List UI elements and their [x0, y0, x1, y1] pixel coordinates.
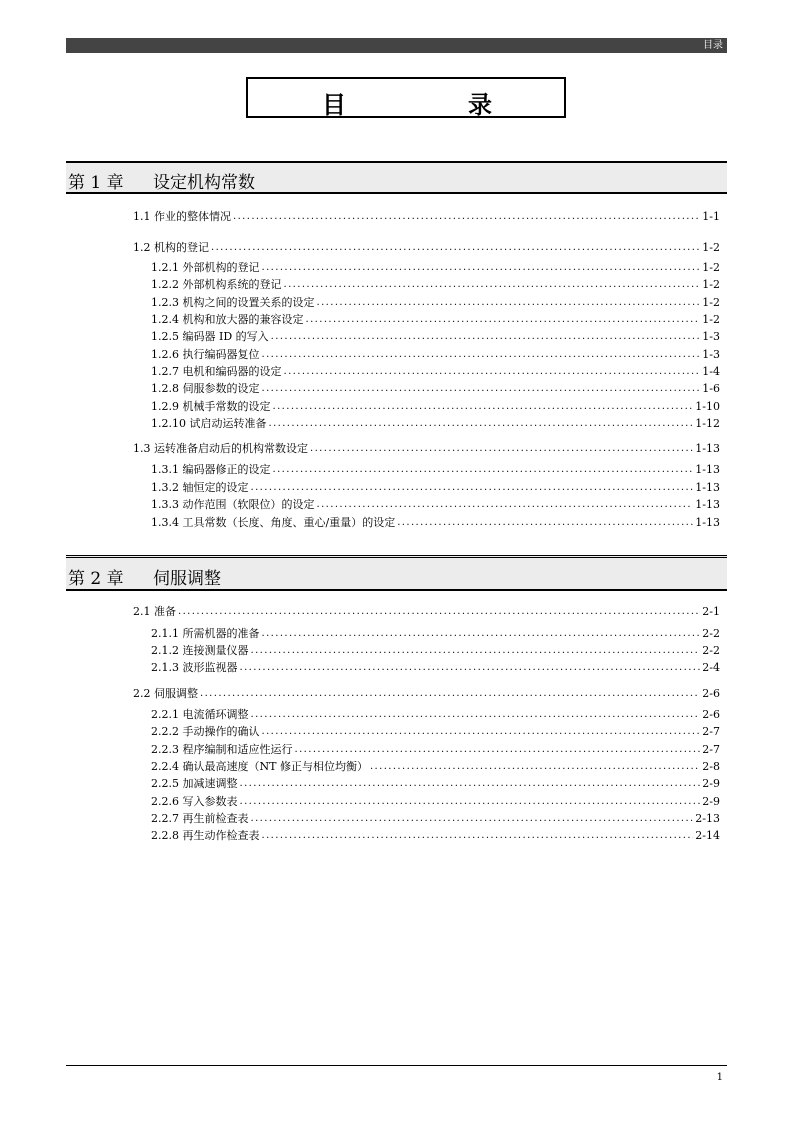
footer-rule	[66, 1065, 727, 1066]
toc-subentry[interactable]	[151, 278, 720, 292]
toc-entry-page: 2-6	[702, 687, 720, 700]
toc-entry-page: 2-2	[702, 644, 720, 657]
toc-subentry[interactable]	[151, 743, 720, 757]
leader-dots	[317, 498, 694, 512]
toc-entry[interactable]	[133, 241, 720, 255]
toc-subentry[interactable]	[151, 829, 720, 843]
leader-dots	[262, 829, 694, 843]
toc-title-part1: 目	[322, 91, 346, 119]
toc-entry-page: 1-4	[702, 365, 720, 378]
toc-entry[interactable]	[133, 210, 720, 224]
toc-entry-page: 1-13	[695, 442, 720, 455]
toc-subentry[interactable]	[151, 296, 720, 310]
toc-subentry[interactable]	[151, 644, 720, 658]
toc-entry-page: 2-7	[702, 725, 720, 738]
toc-subentry[interactable]	[151, 382, 720, 396]
leader-dots	[268, 417, 693, 431]
toc-entry[interactable]	[133, 605, 720, 619]
toc-entry[interactable]	[133, 442, 720, 456]
toc-subentry[interactable]	[151, 760, 720, 774]
toc-subentry[interactable]	[151, 812, 720, 826]
toc-entry-page: 2-9	[702, 795, 720, 808]
toc-entry-label: 1.3.4 工具常数（长度、角度、重心/重量）的设定	[151, 516, 396, 529]
leader-dots	[370, 760, 700, 774]
toc-entry-label: 1.2.4 机构和放大器的兼容设定	[151, 313, 304, 326]
toc-subentry[interactable]	[151, 330, 720, 344]
toc-subentry[interactable]	[151, 661, 720, 675]
toc-entry-label: 1.2.9 机械手常数的设定	[151, 400, 271, 413]
leader-dots	[251, 481, 694, 495]
toc-entry-label: 1.2.3 机构之间的设置关系的设定	[151, 296, 315, 309]
toc-entry-page: 1-13	[695, 463, 720, 476]
toc-entry-label: 1.3.2 轴恒定的设定	[151, 481, 249, 494]
toc-entry-label: 1.3.3 动作范围（软限位）的设定	[151, 498, 315, 511]
toc-entry-page: 1-12	[695, 417, 720, 430]
toc-entry-page: 1-6	[702, 382, 720, 395]
toc-entry-page: 1-13	[695, 481, 720, 494]
toc-entry-label: 1.2.2 外部机构系统的登记	[151, 278, 282, 291]
toc-entry-page: 1-3	[702, 348, 720, 361]
toc-entry-label: 2.1 准备	[133, 605, 176, 618]
toc-entry-label: 2.1.2 连接测量仪器	[151, 644, 249, 657]
toc-entry-label: 2.1.3 波形监视器	[151, 661, 238, 674]
toc-entry-page: 1-13	[695, 516, 720, 529]
toc-title-box	[246, 77, 566, 118]
leader-dots	[240, 777, 701, 791]
leader-dots	[240, 795, 701, 809]
leader-dots	[284, 365, 701, 379]
leader-dots	[273, 463, 694, 477]
toc-entry-page: 1-2	[702, 278, 720, 291]
toc-entry-label: 2.2.4 确认最高速度（NT 修正与相位均衡）	[151, 760, 368, 773]
leader-dots	[397, 516, 693, 530]
leader-dots	[310, 442, 693, 456]
toc-entry-label: 1.2.8 伺服参数的设定	[151, 382, 260, 395]
chapter-2-heading	[66, 555, 727, 591]
toc-entry-label: 1.2.5 编码器 ID 的写入	[151, 330, 269, 343]
header-label: 目录	[703, 40, 723, 51]
chapter-number: 第 2 章	[68, 569, 124, 589]
toc-entry-page: 1-2	[702, 313, 720, 326]
toc-entry-label: 2.2.5 加减速调整	[151, 777, 238, 790]
leader-dots	[262, 725, 701, 739]
toc-entry-page: 2-1	[702, 605, 720, 618]
toc-entry-label: 1.2 机构的登记	[133, 241, 209, 254]
leader-dots	[251, 812, 694, 826]
toc-entry-page: 1-2	[702, 261, 720, 274]
toc-entry-page: 2-4	[702, 661, 720, 674]
toc-entry-label: 1.3.1 编码器修正的设定	[151, 463, 271, 476]
toc-entry-page: 2-14	[695, 829, 720, 842]
leader-dots	[240, 661, 701, 675]
toc-entry-label: 2.1.1 所需机器的准备	[151, 627, 260, 640]
toc-entry-page: 1-13	[695, 498, 720, 511]
leader-dots	[295, 743, 701, 757]
leader-dots	[306, 313, 701, 327]
toc-subentry[interactable]	[151, 725, 720, 739]
toc-subentry[interactable]	[151, 313, 720, 327]
toc-subentry[interactable]	[151, 463, 720, 477]
toc-subentry[interactable]	[151, 708, 720, 722]
toc-entry-page: 1-10	[695, 400, 720, 413]
chapter-name: 设定机构常数	[153, 173, 255, 193]
toc-subentry[interactable]	[151, 498, 720, 512]
toc-subentry[interactable]	[151, 400, 720, 414]
leader-dots	[233, 210, 700, 224]
toc-entry-page: 1-2	[702, 241, 720, 254]
toc-entry-label: 1.1 作业的整体情况	[133, 210, 231, 223]
toc-entry-label: 2.2.7 再生前检查表	[151, 812, 249, 825]
leader-dots	[178, 605, 700, 619]
toc-subentry[interactable]	[151, 516, 720, 530]
leader-dots	[200, 687, 700, 701]
toc-entry-label: 2.2.8 再生动作检查表	[151, 829, 260, 842]
toc-entry-page: 1-1	[702, 210, 720, 223]
toc-entry-label: 2.2.2 手动操作的确认	[151, 725, 260, 738]
toc-entry-page: 2-13	[695, 812, 720, 825]
toc-entry-label: 1.3 运转准备启动后的机构常数设定	[133, 442, 308, 455]
leader-dots	[271, 330, 701, 344]
toc-entry-label: 1.2.1 外部机构的登记	[151, 261, 260, 274]
header-bar	[66, 38, 727, 53]
chapter-name: 伺服调整	[153, 569, 221, 589]
toc-entry[interactable]	[133, 687, 720, 701]
toc-subentry[interactable]	[151, 365, 720, 379]
chapter-number: 第 1 章	[68, 173, 124, 193]
leader-dots	[262, 382, 701, 396]
leader-dots	[262, 627, 701, 641]
toc-subentry[interactable]	[151, 795, 720, 809]
leader-dots	[284, 278, 701, 292]
toc-entry-page: 1-3	[702, 330, 720, 343]
toc-subentry[interactable]	[151, 627, 720, 641]
leader-dots	[262, 261, 701, 275]
toc-subentry[interactable]	[151, 481, 720, 495]
toc-entry-page: 2-6	[702, 708, 720, 721]
toc-entry-label: 2.2.1 电流循环调整	[151, 708, 249, 721]
chapter-1-heading	[66, 161, 727, 194]
toc-subentry[interactable]	[151, 777, 720, 791]
toc-entry-label: 1.2.6 执行编码器复位	[151, 348, 260, 361]
toc-subentry[interactable]	[151, 261, 720, 275]
toc-entry-page: 1-2	[702, 296, 720, 309]
leader-dots	[251, 708, 701, 722]
leader-dots	[262, 348, 701, 362]
toc-subentry[interactable]	[151, 417, 720, 431]
leader-dots	[251, 644, 701, 658]
toc-entry-label: 1.2.10 试启动运转准备	[151, 417, 267, 430]
toc-entry-label: 2.2 伺服调整	[133, 687, 198, 700]
page-number: 1	[716, 1072, 723, 1083]
toc-entry-page: 2-8	[702, 760, 720, 773]
leader-dots	[317, 296, 701, 310]
toc-entry-page: 2-9	[702, 777, 720, 790]
toc-title-part2: 录	[468, 91, 492, 119]
toc-entry-page: 2-7	[702, 743, 720, 756]
toc-entry-label: 2.2.3 程序编制和适应性运行	[151, 743, 293, 756]
toc-entry-label: 1.2.7 电机和编码器的设定	[151, 365, 282, 378]
toc-entry-page: 2-2	[702, 627, 720, 640]
leader-dots	[273, 400, 694, 414]
leader-dots	[211, 241, 700, 255]
toc-subentry[interactable]	[151, 348, 720, 362]
toc-entry-label: 2.2.6 写入参数表	[151, 795, 238, 808]
